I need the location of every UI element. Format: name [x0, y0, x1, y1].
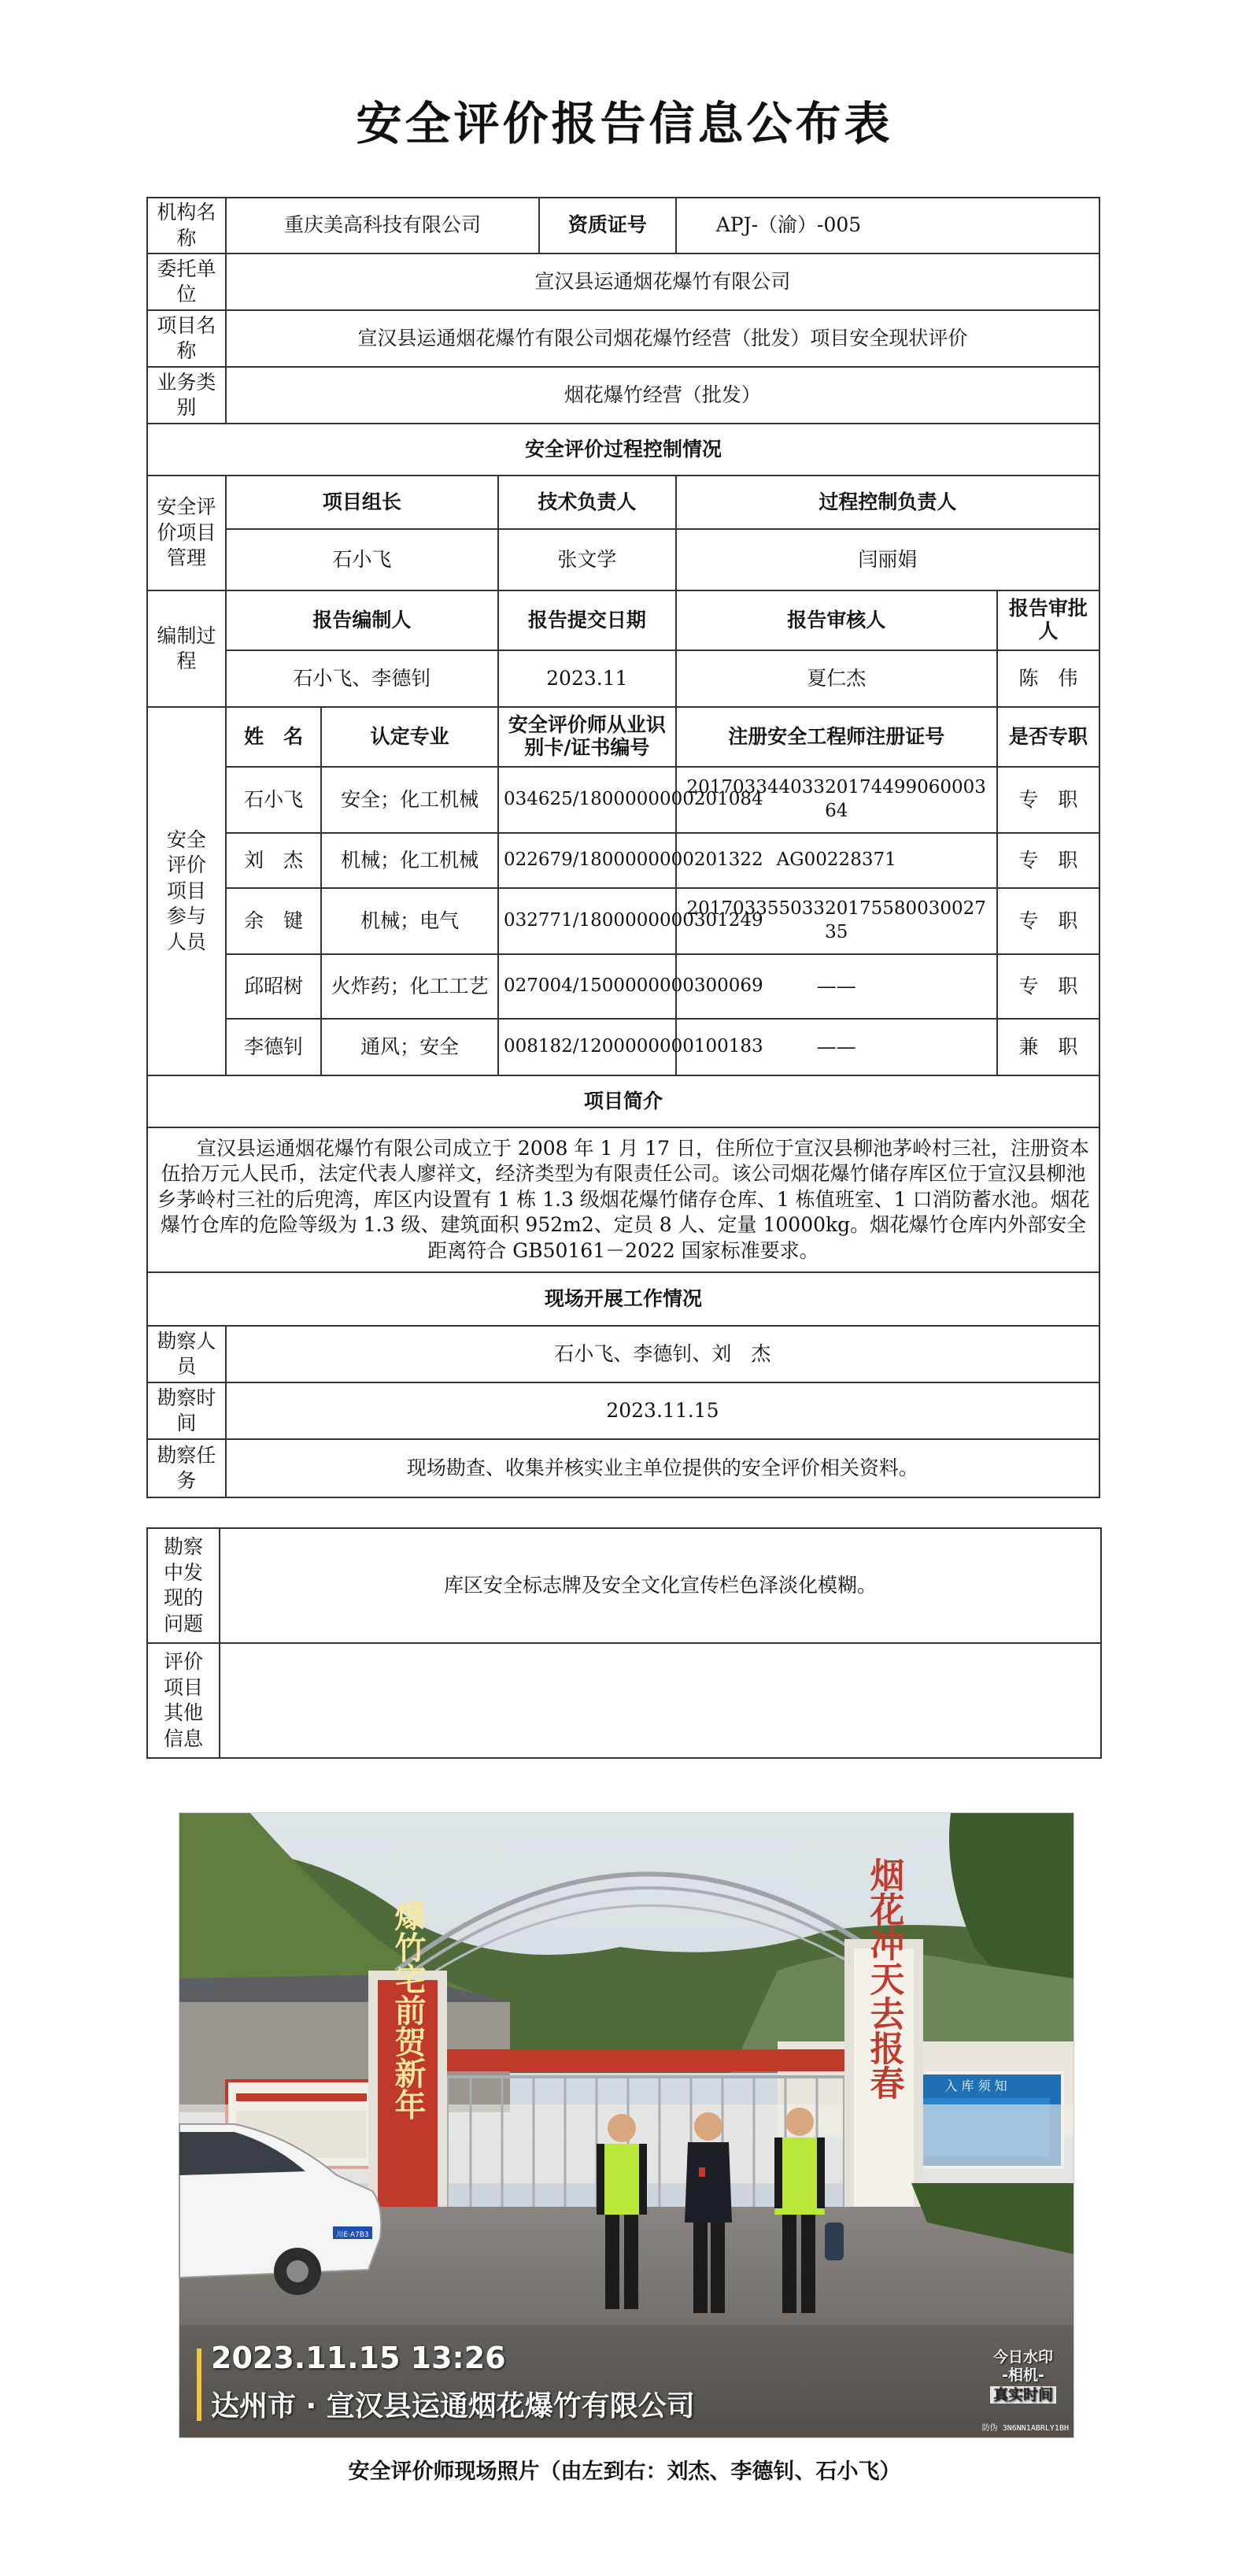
issue-label: 勘察中发现的问题	[147, 1528, 220, 1643]
staff-header-name: 姓 名	[226, 707, 322, 767]
mgmt-label: 安全评价项目管理	[147, 476, 226, 590]
edit-approver: 陈 伟	[997, 650, 1099, 707]
left-pillar-sign: 爆竹宅前贺新年	[390, 1900, 426, 2120]
staff-major: 火炸药；化工工艺	[321, 954, 498, 1019]
site-photo	[179, 1812, 1074, 2438]
staff-label: 安全评价项目参与人员	[147, 707, 226, 1075]
project-name: 宣汉县运通烟花爆竹有限公司烟花爆竹经营（批发）项目安全现状评价	[226, 310, 1099, 367]
cert-no: APJ-（渝）-005	[676, 198, 1099, 254]
mgmt-header-leader: 项目组长	[226, 476, 498, 529]
watermark-location: 达州市 · 宣汉县运通烟花爆竹有限公司	[211, 2390, 695, 2422]
edit-date: 2023.11	[498, 650, 676, 707]
staff-name: 邱昭树	[226, 954, 322, 1019]
client-name: 宣汉县运通烟花爆竹有限公司	[226, 254, 1099, 310]
staff-major: 安全；化工机械	[321, 767, 498, 833]
intro-text: 宣汉县运通烟花爆竹有限公司成立于 2008 年 1 月 17 日，住所位于宣汉县柳池茅岭村三社，注册资本伍拾万元人民币，法定代表人廖祥文，经济类型为有限责任公司。该公司烟花爆竹储存库区位于宣汉县柳池乡茅岭村三社的后兜湾，库区内设置有 1 栋 1.3 级烟花爆竹储存仓库、1 栋值班室、1 口消防蓄水池。烟花爆竹仓库的危险等级为 1.3 级、建筑面积 952m2、定员 8 人、定量 10000kg。烟花爆竹仓库内外部安全距离符合 GB50161－2022 国家标准要求。	[157, 1136, 1090, 1262]
info-table	[146, 197, 1100, 1498]
table-row	[147, 833, 1099, 888]
watermark-code: 防伪 3N6NN1ABRLY1BH	[981, 2424, 1069, 2433]
staff-name: 石小飞	[226, 767, 322, 833]
edit-header-reviewer: 报告审核人	[676, 590, 997, 650]
site-title: 现场开展工作情况	[147, 1272, 1099, 1326]
staff-major: 通风；安全	[321, 1019, 498, 1075]
watermark-brand-line3: 真实时间	[990, 2386, 1056, 2404]
staff-header-major: 认定专业	[321, 707, 498, 767]
edit-label: 编制过程	[147, 590, 226, 707]
staff-major: 机械；化工机械	[321, 833, 498, 888]
intro-title: 项目简介	[147, 1075, 1099, 1127]
right-pillar-sign: 烟花冲天去报春	[863, 1857, 904, 2100]
process-section-title: 安全评价过程控制情况	[147, 424, 1099, 476]
staff-card: 027004/1500000000300069	[498, 954, 676, 1019]
edit-author: 石小飞、李德钊	[226, 650, 498, 707]
biz-label: 业务类别	[147, 367, 226, 424]
staff-type: 专 职	[997, 767, 1099, 833]
watermark-bar	[197, 2348, 201, 2421]
staff-reg: AG00228371	[676, 833, 997, 888]
edit-header-date: 报告提交日期	[498, 590, 676, 650]
site-staff: 石小飞、李德钊、刘 杰	[226, 1326, 1099, 1382]
issue-text: 库区安全标志牌及安全文化宣传栏色泽淡化模糊。	[220, 1528, 1101, 1643]
staff-type: 专 职	[997, 954, 1099, 1019]
watermark-brand-line1: 今日水印	[992, 2348, 1053, 2366]
staff-card: 032771/1800000000301249	[498, 888, 676, 954]
biz-type: 烟花爆竹经营（批发）	[226, 367, 1099, 424]
site-time: 2023.11.15	[226, 1382, 1099, 1439]
edit-header-approver: 报告审批人	[997, 590, 1099, 650]
site-time-label: 勘察时间	[147, 1382, 226, 1439]
findings-table	[146, 1527, 1102, 1759]
table-row	[147, 1019, 1099, 1075]
staff-name: 刘 杰	[226, 833, 322, 888]
cert-label: 资质证号	[539, 198, 676, 254]
car-plate: 川E·A7B3	[336, 2231, 369, 2239]
other-label: 评价项目其他信息	[147, 1643, 220, 1758]
site-task-label: 勘察任务	[147, 1439, 226, 1497]
staff-type: 兼 职	[997, 1019, 1099, 1075]
staff-card: 022679/1800000000201322	[498, 833, 676, 888]
staff-reg: ——	[676, 1019, 997, 1075]
other-text	[220, 1643, 1101, 1758]
staff-header-type: 是否专职	[997, 707, 1099, 767]
edit-reviewer: 夏仁杰	[676, 650, 997, 707]
watermark-time: 2023.11.15 13:26	[211, 2341, 506, 2375]
mgmt-header-tech: 技术负责人	[498, 476, 676, 529]
site-task: 现场勘查、收集并核实业主单位提供的安全评价相关资料。	[226, 1439, 1099, 1497]
notice-board-title: 入 库 须 知	[944, 2078, 1007, 2093]
mgmt-leader: 石小飞	[226, 529, 498, 590]
staff-reg: 2017033550332017558003002735	[676, 888, 997, 954]
staff-type: 专 职	[997, 833, 1099, 888]
staff-reg: 2017033440332017449906000364	[676, 767, 997, 833]
edit-header-author: 报告编制人	[226, 590, 498, 650]
staff-header-reg: 注册安全工程师注册证号	[676, 707, 997, 767]
mgmt-control: 闫丽娟	[676, 529, 1099, 590]
staff-reg: ——	[676, 954, 997, 1019]
staff-name: 李德钊	[226, 1019, 322, 1075]
org-name: 重庆美高科技有限公司	[226, 198, 539, 254]
watermark-brand	[985, 2348, 1061, 2404]
staff-card: 008182/1200000000100183	[498, 1019, 676, 1075]
org-name-label: 机构名称	[147, 198, 226, 254]
table-row	[147, 888, 1099, 954]
mgmt-header-control: 过程控制负责人	[676, 476, 1099, 529]
staff-header-card: 安全评价师从业识别卡/证书编号	[498, 707, 676, 767]
staff-major: 机械；电气	[321, 888, 498, 954]
table-row	[147, 767, 1099, 833]
page-title: 安全评价报告信息公布表	[356, 97, 893, 150]
watermark-brand-line2: -相机-	[1002, 2366, 1044, 2384]
client-label: 委托单位	[147, 254, 226, 310]
staff-card: 034625/1800000000201084	[498, 767, 676, 833]
mgmt-tech: 张文学	[498, 529, 676, 590]
photo-caption: 安全评价师现场照片（由左到右：刘杰、李德钊、石小飞）	[348, 2459, 901, 2484]
project-label: 项目名称	[147, 310, 226, 367]
site-staff-label: 勘察人员	[147, 1326, 226, 1382]
staff-type: 专 职	[997, 888, 1099, 954]
staff-name: 余 键	[226, 888, 322, 954]
table-row	[147, 954, 1099, 1019]
